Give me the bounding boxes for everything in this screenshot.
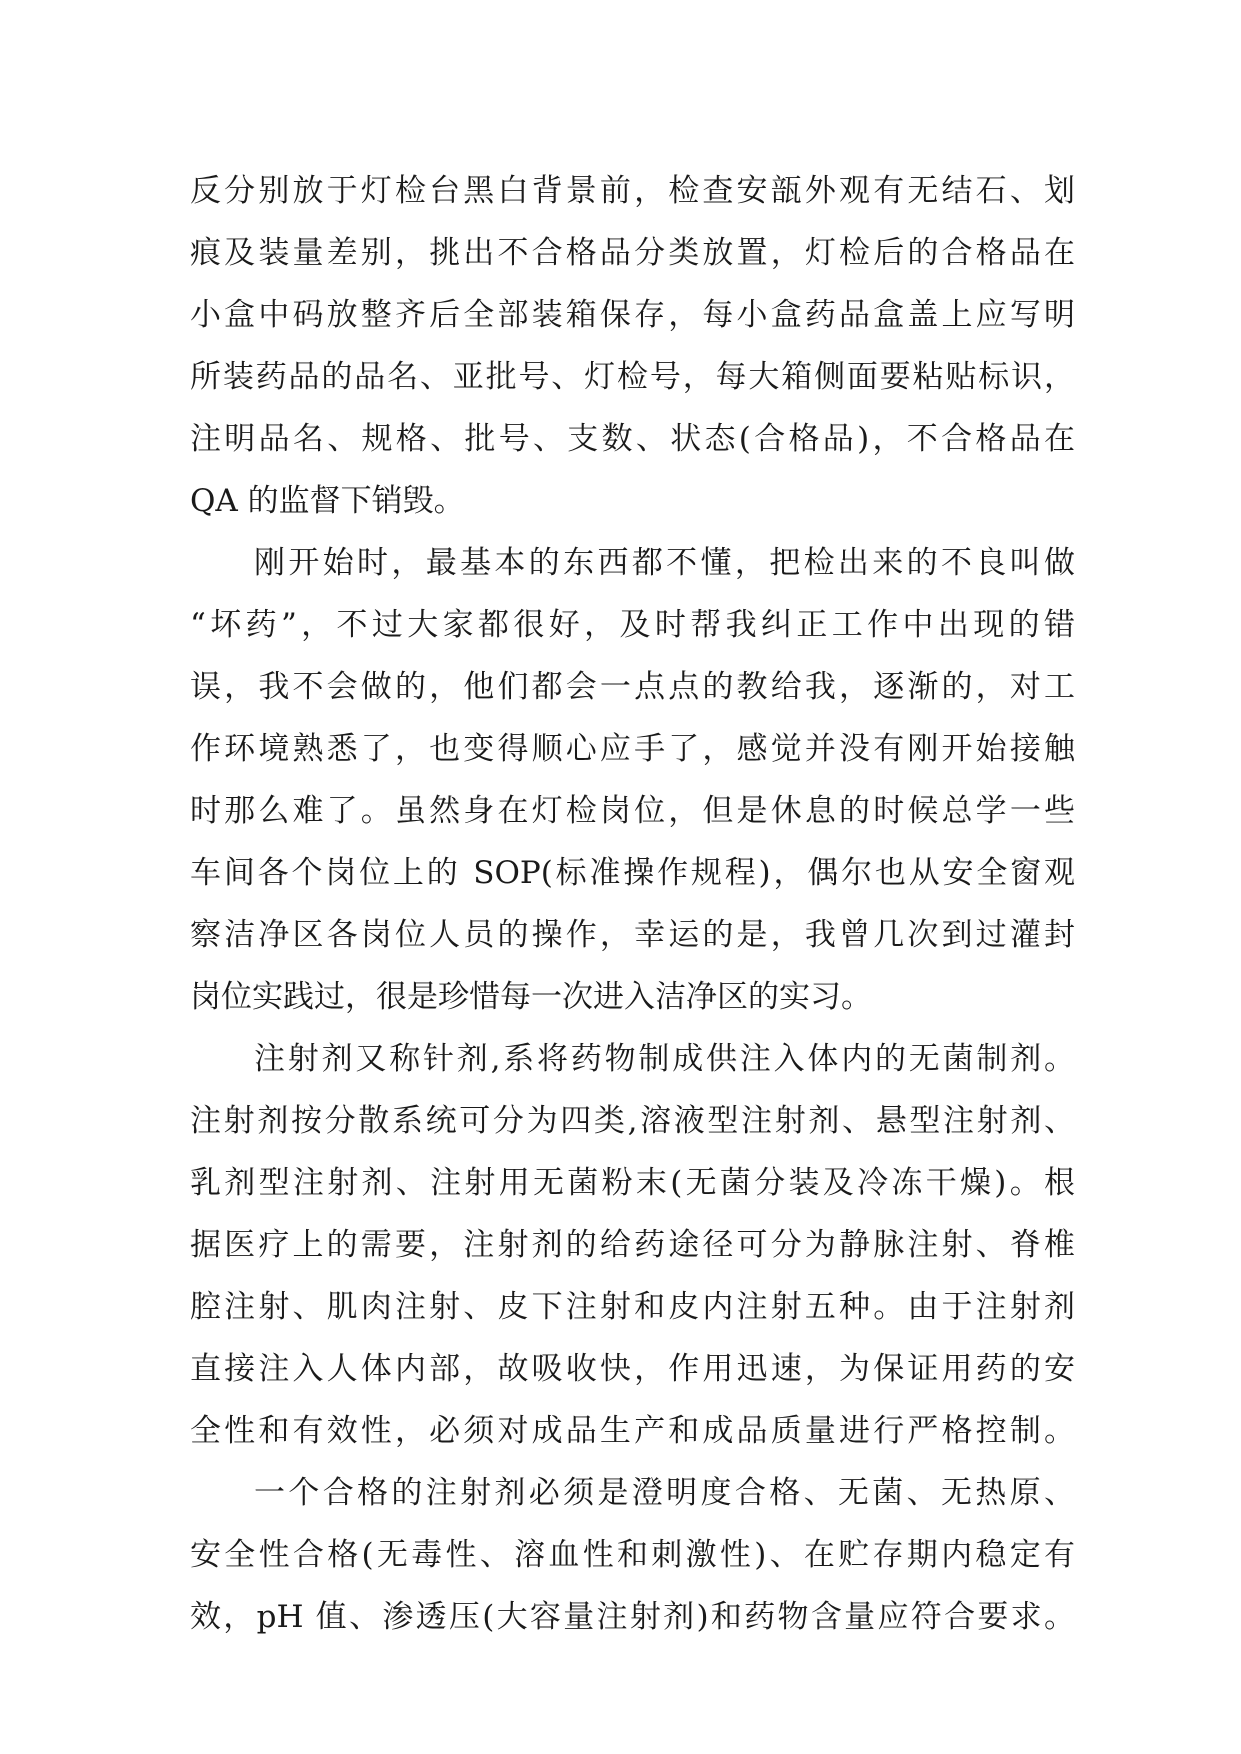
text-line: 作环境熟悉了，也变得顺心应手了，感觉并没有刚开始接触 (190, 731, 1075, 767)
paragraph-1 (190, 160, 1075, 532)
text-line: 误，我不会做的，他们都会一点点的教给我，逐渐的，对工 (190, 669, 1075, 705)
text-line: 据医疗上的需要，注射剂的给药途径可分为静脉注射、脊椎 (190, 1227, 1075, 1263)
text-line: 岗位实践过，很是珍惜每一次进入洁净区的实习。 (190, 979, 872, 1015)
text-line: 注射剂又称针剂,系将药物制成供注入体内的无菌制剂。 (254, 1041, 1075, 1077)
text-line: 痕及装量差别，挑出不合格品分类放置，灯检后的合格品在 (190, 235, 1075, 271)
text-line: 一个合格的注射剂必须是澄明度合格、无菌、无热原、 (254, 1475, 1075, 1511)
text-line: 安全性合格(无毒性、溶血性和刺激性)、在贮存期内稳定有 (190, 1537, 1075, 1573)
body-text (190, 160, 1075, 1648)
paragraph-2 (190, 532, 1075, 1028)
text-line: 注射剂按分散系统可分为四类,溶液型注射剂、悬型注射剂、 (190, 1103, 1075, 1139)
text-line: 所装药品的品名、亚批号、灯检号，每大箱侧面要粘贴标识， (190, 359, 1075, 395)
text-line: “坏药”，不过大家都很好，及时帮我纠正工作中出现的错 (190, 607, 1075, 643)
text-line: 腔注射、肌肉注射、皮下注射和皮内注射五种。由于注射剂 (190, 1289, 1075, 1325)
text-line: 乳剂型注射剂、注射用无菌粉末(无菌分装及冷冻干燥)。根 (190, 1165, 1075, 1201)
text-line: 察洁净区各岗位人员的操作，幸运的是，我曾几次到过灌封 (190, 917, 1075, 953)
text-line: 刚开始时，最基本的东西都不懂，把检出来的不良叫做 (254, 545, 1075, 581)
text-line: 效，pH 值、渗透压(大容量注射剂)和药物含量应符合要求。 (190, 1599, 1075, 1635)
text-line: 时那么难了。虽然身在灯检岗位，但是休息的时候总学一些 (190, 793, 1075, 829)
paragraph-3 (190, 1028, 1075, 1462)
text-line: 反分别放于灯检台黑白背景前，检查安瓿外观有无结石、划 (190, 173, 1075, 209)
text-line: 注明品名、规格、批号、支数、状态(合格品)，不合格品在 (190, 421, 1075, 457)
paragraph-4 (190, 1462, 1075, 1648)
text-line: 小盒中码放整齐后全部装箱保存，每小盒药品盒盖上应写明 (190, 297, 1075, 333)
text-line: 车间各个岗位上的 SOP(标准操作规程)，偶尔也从安全窗观 (190, 855, 1075, 891)
text-line: QA 的监督下销毁。 (190, 483, 465, 519)
text-line: 直接注入人体内部，故吸收快，作用迅速，为保证用药的安 (190, 1351, 1075, 1387)
text-line: 全性和有效性，必须对成品生产和成品质量进行严格控制。 (190, 1413, 1075, 1449)
